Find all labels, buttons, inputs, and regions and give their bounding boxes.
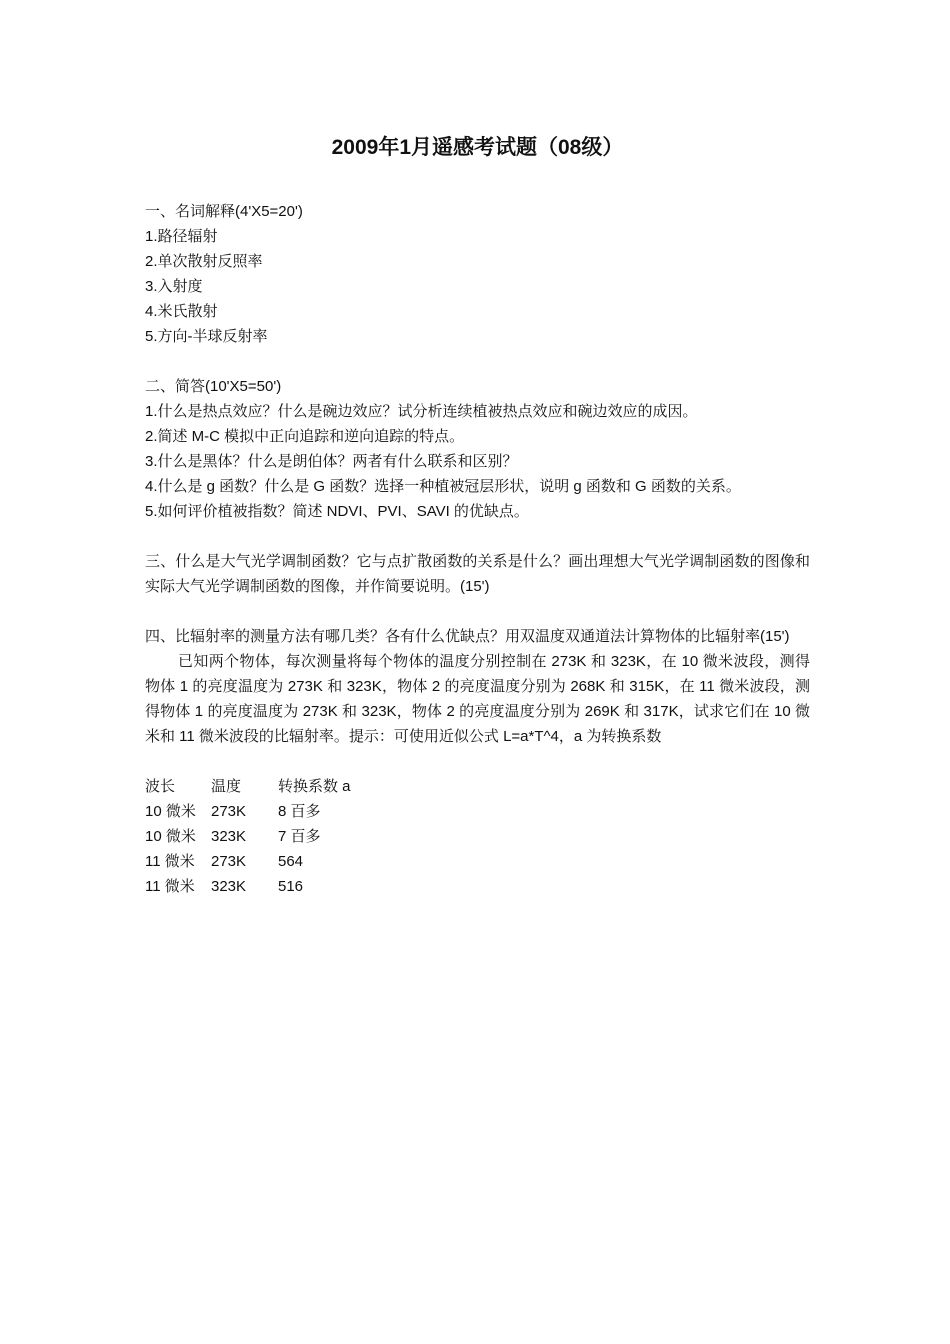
section-heading: 一、名词解释(4'X5=20'): [145, 203, 303, 220]
table-cell: 323K: [211, 878, 247, 895]
table-cell: 273K: [211, 853, 247, 870]
question-item: 3.什么是黑体？什么是朗伯体？两者有什么联系和区别？: [145, 453, 518, 470]
table-cell: 10 微米: [145, 803, 196, 820]
question-item: 1.什么是热点效应？什么是碗边效应？试分析连续植被热点效应和碗边效应的成因。: [145, 403, 698, 420]
table-header-row: [145, 774, 398, 799]
question-item: 4.什么是 g 函数？什么是 G 函数？选择一种植被冠层形状，说明 g 函数和 G 函数的关系。: [145, 478, 741, 495]
table-header-cell: 转换系数 a: [278, 778, 351, 795]
table-cell: 11 微米: [145, 878, 195, 895]
glossary-item: 2.单次散射反照率: [145, 253, 263, 270]
section-glossary: [145, 199, 810, 349]
emissivity-question: 四、比辐射率的测量方法有哪几类？各有什么优缺点？用双温度双通道法计算物体的比辐射率(15'): [145, 628, 790, 645]
table-row: [145, 799, 398, 824]
table-cell: 8 百多: [278, 803, 321, 820]
table-row: [145, 874, 398, 899]
table-cell: 323K: [211, 828, 247, 845]
glossary-item: 3.入射度: [145, 278, 203, 295]
glossary-item: 4.米氏散射: [145, 303, 218, 320]
table-cell: 10 微米: [145, 828, 196, 845]
question-item: 2.简述 M-C 模拟中正向追踪和逆向追踪的特点。: [145, 428, 465, 445]
table-header-cell: 波长: [145, 778, 176, 795]
section-short-answer: [145, 374, 810, 524]
section-emissivity: [145, 624, 810, 749]
emissivity-detail: 已知两个物体，每次测量将每个物体的温度分别控制在 273K 和 323K，在 10 微米波段，测得物体 1 的亮度温度为 273K 和 323K，物体 2 的亮度温度分别为 268K 和 315K，在 11 微米波段，测得物体 1 的亮度温度为 273K 和 323K，物体 2 的亮度温度分别为 269K 和 317K，试求它们在 10 微米和 11 微米波段的比辐射率。提示：可使用近似公式 L=a*T^4，a 为转换系数: [145, 653, 810, 745]
table-header-cell: 温度: [211, 778, 242, 795]
table-cell: 516: [278, 878, 304, 895]
section-heading: 二、简答(10'X5=50'): [145, 378, 282, 395]
glossary-item: 5.方向-半球反射率: [145, 328, 268, 345]
section-mtf-question: 三、什么是大气光学调制函数？它与点扩散函数的关系是什么？画出理想大气光学调制函数的图像和实际大气光学调制函数的图像，并作简要说明。(15'): [145, 553, 810, 595]
table-cell: 11 微米: [145, 853, 195, 870]
question-item: 5.如何评价植被指数？简述 NDVI、PVI、SAVI 的优缺点。: [145, 503, 529, 520]
table-cell: 7 百多: [278, 828, 321, 845]
table-row: [145, 824, 398, 849]
document-content: [145, 133, 810, 899]
page-title: 2009年1月遥感考试题（08级）: [331, 136, 624, 159]
table-row: [145, 849, 398, 874]
table-cell: 564: [278, 853, 304, 870]
table-cell: 273K: [211, 803, 247, 820]
conversion-table: [145, 774, 398, 899]
glossary-item: 1.路径辐射: [145, 228, 218, 245]
